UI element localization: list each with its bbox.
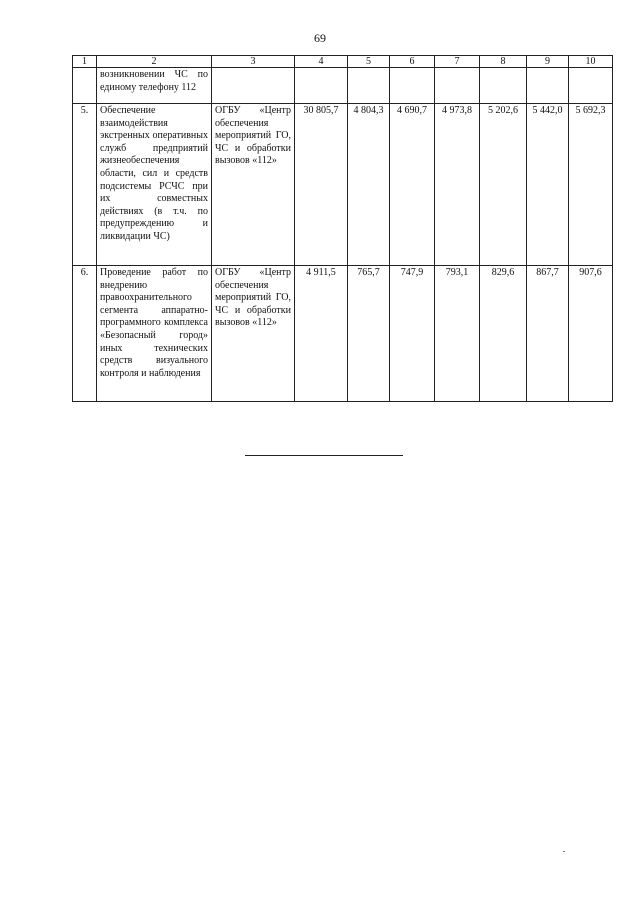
column-header: 3 bbox=[212, 56, 295, 68]
program-table bbox=[72, 55, 613, 402]
row-description: Обеспечение взаимодействия экстренных оперативных служб предприятий жизнеобеспечения области, сил и средств подсистемы РСЧС при их совместных действиях (в т.ч. по предупреждению и ликвидации ЧС) bbox=[97, 104, 212, 266]
column-header: 8 bbox=[480, 56, 527, 68]
value-cell: 4 911,5 bbox=[295, 266, 348, 402]
column-header: 4 bbox=[295, 56, 348, 68]
value-cell: 907,6 bbox=[569, 266, 613, 402]
value-cell bbox=[390, 68, 435, 104]
row-number: 6. bbox=[73, 266, 97, 402]
value-cell: 30 805,7 bbox=[295, 104, 348, 266]
row-number: 5. bbox=[73, 104, 97, 266]
table-header-row bbox=[73, 56, 613, 68]
value-cell: 4 973,8 bbox=[435, 104, 480, 266]
column-header: 2 bbox=[97, 56, 212, 68]
value-cell: 747,9 bbox=[390, 266, 435, 402]
value-cell bbox=[348, 68, 390, 104]
value-cell bbox=[569, 68, 613, 104]
value-cell: 5 442,0 bbox=[527, 104, 569, 266]
value-cell bbox=[435, 68, 480, 104]
column-header: 7 bbox=[435, 56, 480, 68]
value-cell: 867,7 bbox=[527, 266, 569, 402]
end-separator-line bbox=[245, 455, 403, 456]
table-row bbox=[73, 104, 613, 266]
column-header: 10 bbox=[569, 56, 613, 68]
value-cell: 5 692,3 bbox=[569, 104, 613, 266]
row-executor: ОГБУ «Центр обеспечения мероприятий ГО, ЧС и обработки вызовов «112» bbox=[212, 266, 295, 402]
row-number bbox=[73, 68, 97, 104]
row-description: возникновении ЧС по единому телефону 112 bbox=[97, 68, 212, 104]
value-cell: 4 804,3 bbox=[348, 104, 390, 266]
value-cell: 765,7 bbox=[348, 266, 390, 402]
value-cell: 4 690,7 bbox=[390, 104, 435, 266]
value-cell: 5 202,6 bbox=[480, 104, 527, 266]
value-cell: 793,1 bbox=[435, 266, 480, 402]
value-cell bbox=[527, 68, 569, 104]
table-row bbox=[73, 68, 613, 104]
row-executor: ОГБУ «Центр обеспечения мероприятий ГО, ЧС и обработки вызовов «112» bbox=[212, 104, 295, 266]
column-header: 1 bbox=[73, 56, 97, 68]
row-executor bbox=[212, 68, 295, 104]
column-header: 5 bbox=[348, 56, 390, 68]
value-cell bbox=[480, 68, 527, 104]
scan-mark bbox=[563, 851, 565, 852]
page-number: 69 bbox=[314, 31, 326, 45]
value-cell: 829,6 bbox=[480, 266, 527, 402]
column-header: 9 bbox=[527, 56, 569, 68]
column-header: 6 bbox=[390, 56, 435, 68]
row-description: Проведение работ по внедрению правоохранительного сегмента аппаратно-программного комплекса «Безопасный город» иных технических средств визуального контроля и наблюдения bbox=[97, 266, 212, 402]
table-row bbox=[73, 266, 613, 402]
value-cell bbox=[295, 68, 348, 104]
